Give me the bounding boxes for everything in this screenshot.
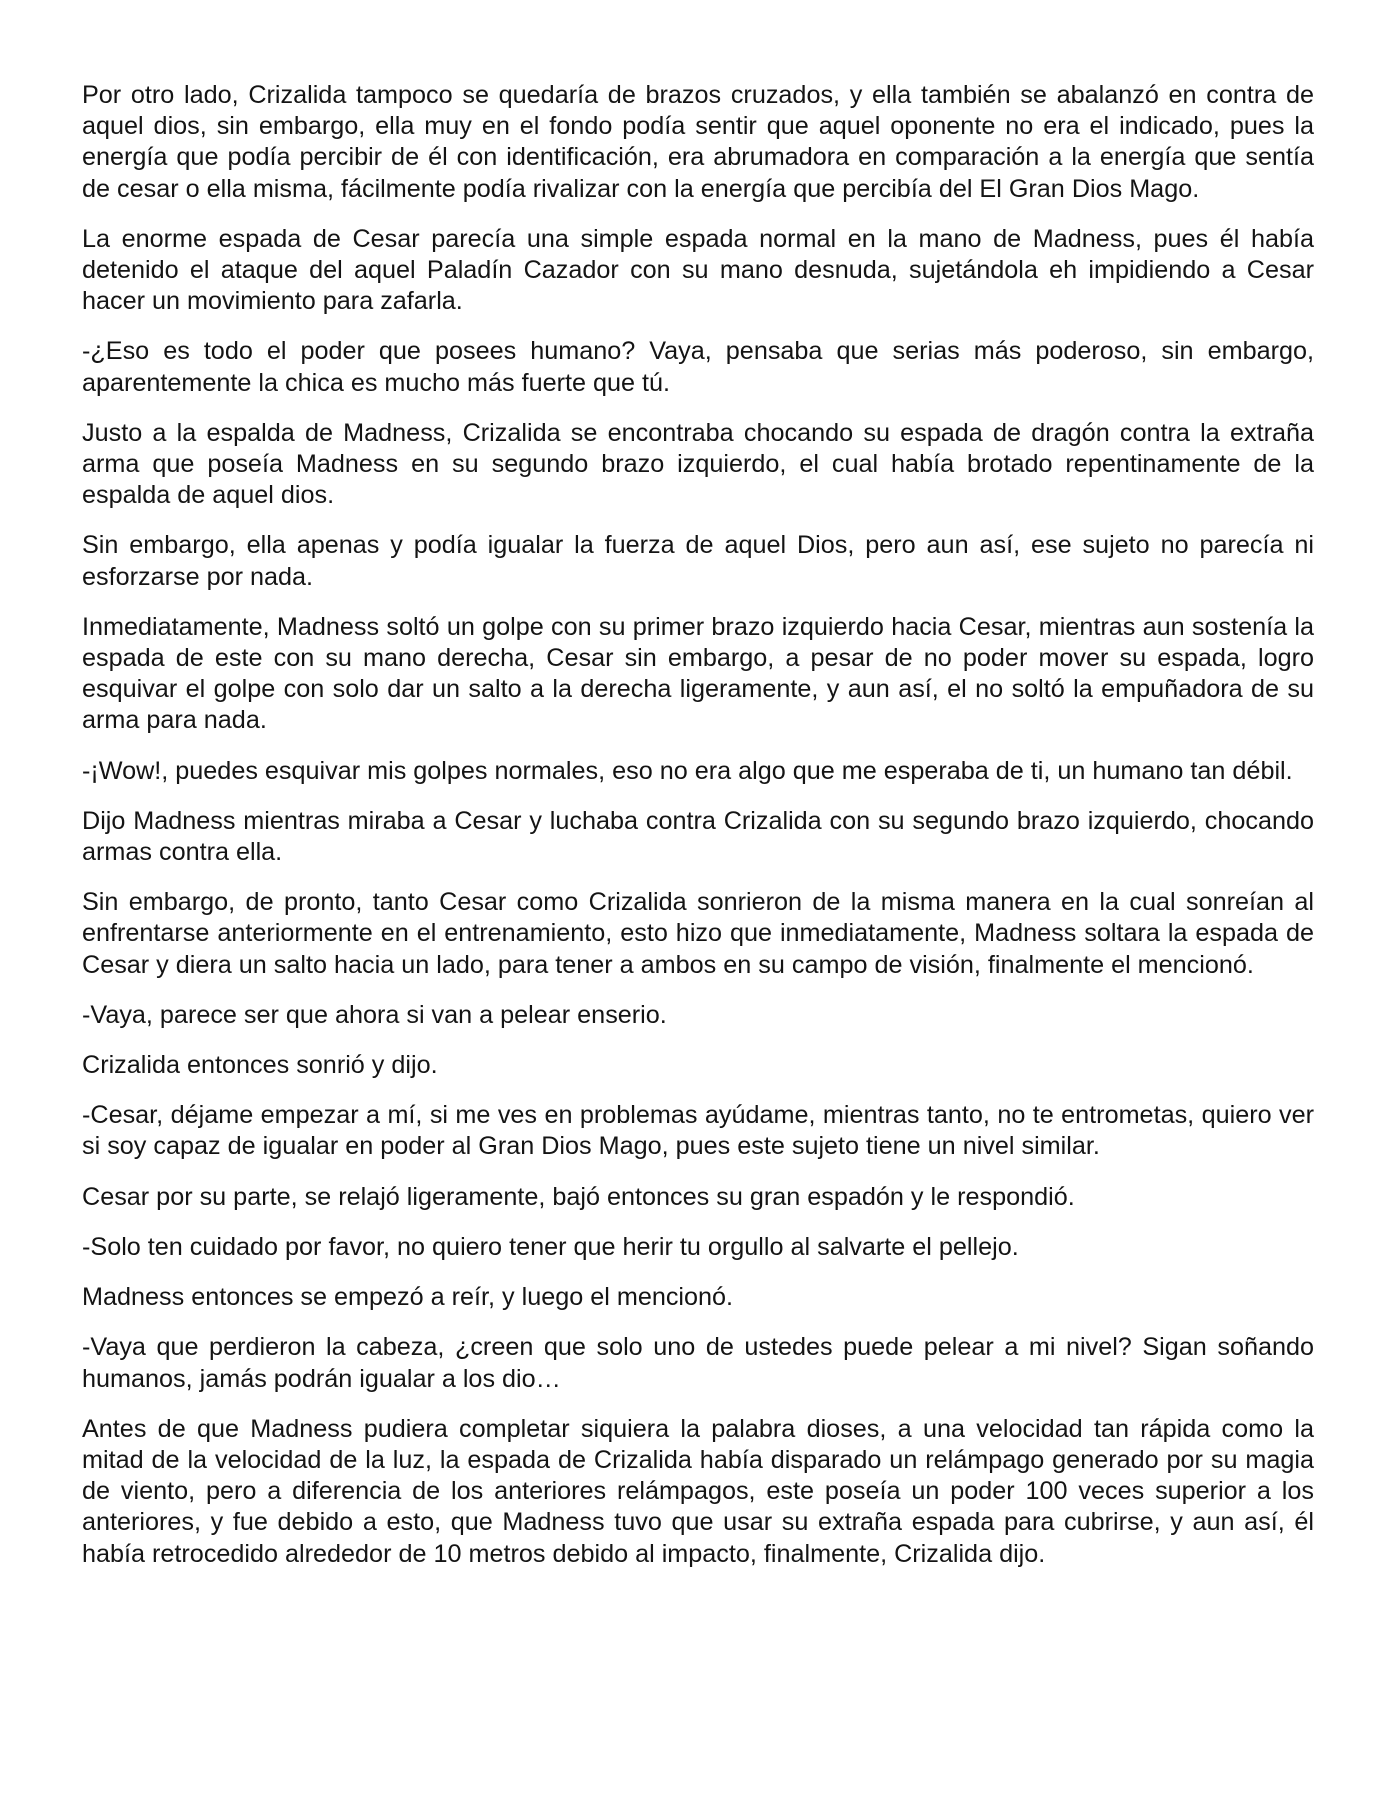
paragraph: Madness entonces se empezó a reír, y luego el mencionó. — [82, 1283, 734, 1312]
paragraph: Inmediatamente, Madness soltó un golpe con su primer brazo izquierdo hacia Cesar, mientras aun sostenía la espada de este con su mano derecha, Cesar sin embargo, a pesar de no poder mover su espada, logro esquivar el golpe con solo dar un salto a la derecha ligeramente, y aun así, el no soltó la empuñadora de su arma para nada. — [82, 612, 1314, 735]
paragraph: Sin embargo, de pronto, tanto Cesar como Crizalida sonrieron de la misma manera en la cual sonreían al enfrentarse anteriormente en el entrenamiento, esto hizo que inmediatamente, Madness soltara la espada de Cesar y diera un salto hacia un lado, para tener a ambos en su campo de visión, finalmente el mencionó. — [82, 888, 1314, 979]
paragraph: Justo a la espalda de Madness, Crizalida se encontraba chocando su espada de dragón contra la extraña arma que poseía Madness en su segundo brazo izquierdo, el cual había brotado repentinamente de la espalda de aquel dios. — [82, 418, 1314, 510]
paragraph: -Vaya que perdieron la cabeza, ¿creen que solo uno de ustedes puede pelear a mi nivel? Sigan soñando humanos, jamás podrán igualar a los dio… — [82, 1333, 1314, 1393]
paragraph: Sin embargo, ella apenas y podía igualar la fuerza de aquel Dios, pero aun así, ese sujeto no parecía ni esforzarse por nada. — [82, 531, 1314, 591]
paragraph: La enorme espada de Cesar parecía una simple espada normal en la mano de Madness, pues él había detenido el ataque del aquel Paladín Cazador con su mano desnuda, sujetándola eh impidiendo a Cesar hacer un movimiento para zafarla. — [82, 224, 1314, 316]
paragraph: -Solo ten cuidado por favor, no quiero tener que herir tu orgullo al salvarte el pellejo. — [82, 1232, 1019, 1261]
paragraph: Por otro lado, Crizalida tampoco se quedaría de brazos cruzados, y ella también se abalanzó en contra de aquel dios, sin embargo, ella muy en el fondo podía sentir que aquel oponente no era el indicado, pues la energía que podía percibir de él con identificación, era abrumadora en comparación a la energía que sentía de cesar o ella misma, fácilmente podía rivalizar con la energía que percibía del El Gran Dios Mago. — [82, 81, 1314, 203]
document-page — [82, 80, 1314, 1589]
paragraph: Antes de que Madness pudiera completar siquiera la palabra dioses, a una velocidad tan rápida como la mitad de la velocidad de la luz, la espada de Crizalida había disparado un relámpago generado por su magia de viento, pero a diferencia de los anteriores relámpagos, este poseía un poder 100 veces superior a los anteriores, y fue debido a esto, que Madness tuvo que usar su extraña espada para cubrirse, y aun así, él había retrocedido alrededor de 10 metros debido al impacto, finalmente, Crizalida dijo. — [82, 1414, 1314, 1568]
paragraph: -¿Eso es todo el poder que posees humano? Vaya, pensaba que serias más poderoso, sin embargo, aparentemente la chica es mucho más fuerte que tú. — [82, 337, 1314, 397]
paragraph: -Vaya, parece ser que ahora si van a pelear enserio. — [82, 1000, 667, 1029]
paragraph: Dijo Madness mientras miraba a Cesar y luchaba contra Crizalida con su segundo brazo izquierdo, chocando armas contra ella. — [82, 806, 1314, 867]
paragraph: -¡Wow!, puedes esquivar mis golpes normales, eso no era algo que me esperaba de ti, un humano tan débil. — [82, 756, 1293, 785]
paragraph: Cesar por su parte, se relajó ligeramente, bajó entonces su gran espadón y le respondió. — [82, 1182, 1075, 1211]
paragraph: Crizalida entonces sonrió y dijo. — [82, 1051, 438, 1080]
paragraph: -Cesar, déjame empezar a mí, si me ves en problemas ayúdame, mientras tanto, no te entrometas, quiero ver si soy capaz de igualar en poder al Gran Dios Mago, pues este sujeto tiene un nivel similar. — [82, 1101, 1314, 1161]
